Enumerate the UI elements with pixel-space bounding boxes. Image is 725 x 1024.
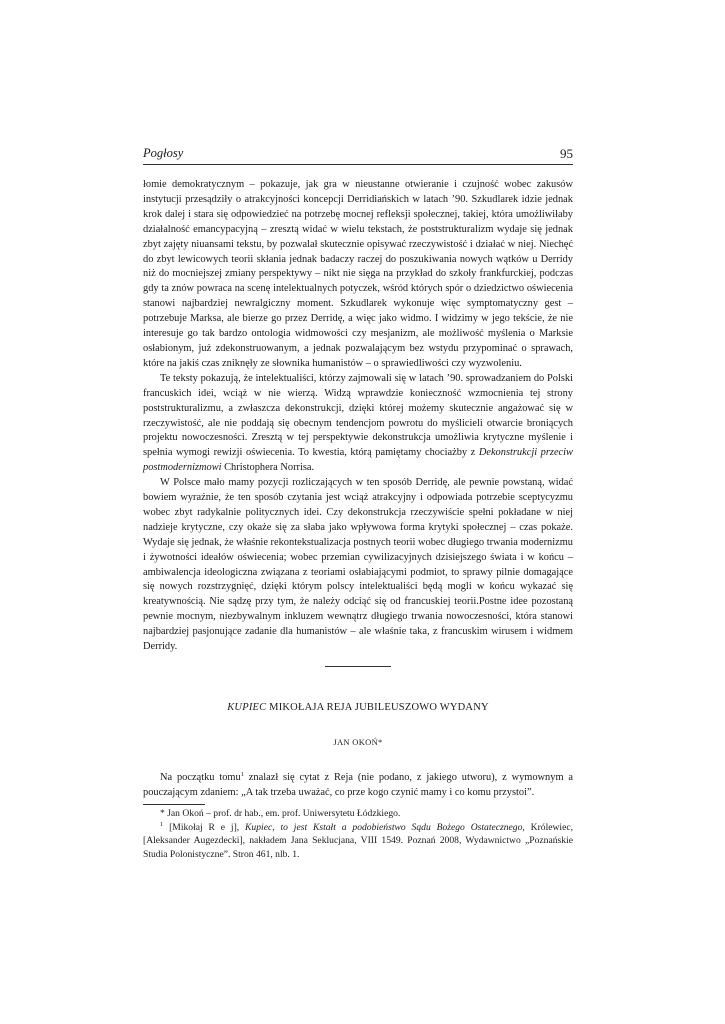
paragraph-1: łomie demokratycznym – pokazuje, jak gra w nieustanne otwieranie i czujność wobec zakusów instytucji przesądziły o atrakcyjności koncepcji Derridiańskich w latach ’90. Szkudlarek idzie jednak krok dalej i stara się odpowiedzieć na potrzebę mocnej refleksji społecznej, takiej, która umożliwiłaby działalność emancypacyjną – zresztą widać w wielu tekstach, że poststrukturalizm wydaje się jednak zbyt zajęty niuansami tekstu, by pozwalał skutecznie opisywać rzeczywistość i działać w niej. Niechęć do zbyt lewicowych teorii skłania jednak badaczy raczej do poszukiwania nowych wątków u Derridy niż do mocniejszej zmiany perspektywy – nikt nie sięga na przykład do szkoły frankfurckiej, podczas gdy ta znów powraca na scenę intelektualnych potyczek, wśród których spór o dziedzictwo oświecenia stanowi najbardziej newralgiczny moment. Szkudlarek wykonuje więc symptomatyczny gest – potrzebuje Marksa, ale bierze go przez Derridę, a więc jako widmo. I widzimy w jego tekście, że nie interesuje go tak bardzo ontologia widmowości czy mesjanizm, ale możliwość myślenia o Marksie osłabionym, już zdekonstruowanym, a jednak pozwalającym bez wstydu przypominać o sprawach, które na jakiś czas zniknęły ze słownika humanistów – o sprawiedliwości czy wyzwoleniu. (143, 179, 573, 369)
footnote-1-mark: 1 (160, 820, 164, 828)
footnotes (143, 807, 573, 861)
footnote-1-start: [Mikołaj R e j], (163, 821, 246, 833)
section-title (143, 702, 573, 713)
review-intro (143, 770, 573, 800)
cited-book-title: Dekonstrukcji przeciw postmodernizmowi (143, 447, 573, 474)
paragraph-3: W Polsce mało mamy pozycji rozliczających w ten sposób Derridę, ale pewnie powstaną, widać bowiem wyraźnie, że ten sposób czytania jest wciąż atrakcyjny i odpowiada potrzebie sceptycyzmu wobec zbyt radykalnie politycznych idei. Czy dekonstrukcja rzeczywiście spełni pokładane w niej nadzieje krytyczne, czy okaże się za słaba jako wpływowa forma krytyki społecznej – czas pokaże. Wydaje się jednak, że właśnie rekontekstualizacja postnych teorii wobec długiego trwania modernizmu i żywotności ideałów oświecenia; wobec przemian cywilizacyjnych dzisiejszego świata i w końcu – ambiwalencja ideologiczna związana z teoriami osłabiającymi podmiot, to sprawy pilnie domagające się nowych rozstrzygnięć, dzięki którym polscy intelektualiści będą mogli w końcu wykazać się kreatywnością. Nie sądzę przy tym, że należy odciąć się od francuskiej teorii.Postne idee pozostaną pewnie mocnym, niezbywalnym inkluzem wewnątrz długiego trwania nowoczesności, która stanowi najbardziej pasjonujące zadanie dla humanistów – ale właśnie taka, z francuskim wirusem i widmem Derridy. (143, 477, 573, 653)
footnote-1 (143, 821, 573, 862)
intro-text-start: Na początku tomu (160, 772, 241, 783)
running-header (143, 146, 573, 165)
section-title-rest: MIKOŁAJA REJA JUBILEUSZOWO WYDANY (266, 702, 489, 713)
section-separator (325, 666, 391, 667)
paragraph-2-text: Te teksty pokazują, że intelektualiści, którzy zajmowali się w latach ’90. sprowadzaniem do Polski francuskich idei, wciąż w nie wierzą. Widzą wprawdzie konieczność wzmocnienia tej strony poststrukturalizmu, a zwłaszcza dekonstrukcji, dzięki której możemy skutecznie angażować się w rzeczywistość, ale nie poddają się obecnym tendencjom powrotu do myślicieli otwarcie broniących projektu nowoczesności. Zresztą w tej perspektywie dekonstrukcja umożliwia krytyczne myślenie i spełnia wymogi rewizji oświecenia. To kwestia, którą pamiętamy chociażby z (143, 372, 573, 459)
footnote-rule (143, 804, 205, 805)
footnote-author: * Jan Okoń – prof. dr hab., em. prof. Uniwersytetu Łódzkiego. (160, 808, 401, 819)
running-title: Pogłosy (143, 146, 184, 160)
footnote-ref-1: 1 (240, 771, 244, 778)
intro-text-end: znalazł się cytat z Reja (nie podano, z jakiego utworu), z wymownym a pouczającym zdaniem: „A tak trzeba uważać, co prze kogo czynić mamy i co komu przystoi”. (143, 772, 573, 798)
paragraph-2 (143, 372, 573, 476)
footnote-1-end: , Królewiec, [Aleksander Augezdecki], nakładem Jana Seklucjana, VIII 1549. Poznań 2008, Wydawnictwo „Poznańskie Studia Polonistyczne”. Stron 461, nlb. 1. (143, 821, 573, 860)
page-number: 95 (560, 146, 573, 161)
intro-paragraph (143, 770, 573, 800)
footnote-1-title: Kupiec, to jest Kstałt a podobieństwo Sądu Bożego Ostatecznego (245, 821, 523, 833)
author-line: JAN OKOŃ* (333, 737, 383, 747)
section-title-italic: KUPIEC (227, 702, 267, 713)
paragraph-2-end: Christophera Norrisa. (221, 462, 315, 474)
article-body (143, 178, 573, 655)
